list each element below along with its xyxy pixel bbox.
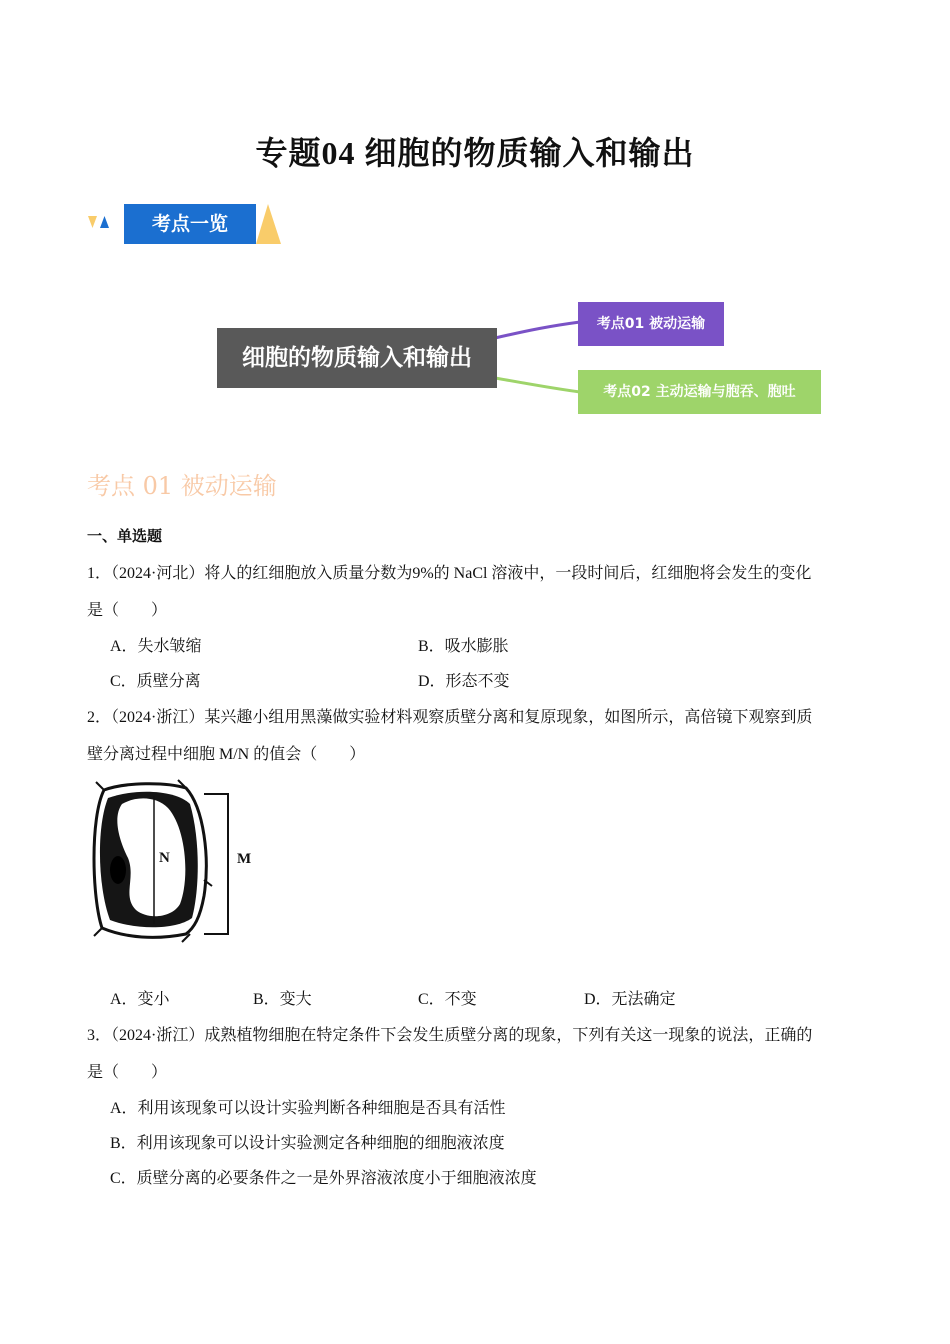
q2-option-c: C．不变	[418, 991, 477, 1008]
section-heading: 考点 01 被动运输	[87, 472, 277, 500]
q3-option-a: A．利用该现象可以设计实验判断各种细胞是否具有活性	[110, 1100, 506, 1117]
banner-accent-icon	[254, 204, 282, 246]
section-banner: 考点一览	[124, 204, 256, 244]
q3-stem-line1: 3．（2024·浙江）成熟植物细胞在特定条件下会发生质壁分离的现象，下列有关这一现象的说法，正确的	[87, 1027, 813, 1044]
figure-label-m: M	[237, 851, 252, 867]
q2-stem-line1: 2．（2024·浙江）某兴趣小组用黑藻做实验材料观察质壁分离和复原现象，如图所示，高倍镜下观察到质	[87, 709, 813, 726]
q3-option-c: C．质壁分离的必要条件之一是外界溶液浓度小于细胞液浓度	[110, 1170, 537, 1187]
mindmap-node-passive-transport: 考点01 被动运输	[578, 302, 724, 346]
q1-stem-line1: 1．（2024·河北）将人的红细胞放入质量分数为9%的 NaCl 溶液中，一段时间后，红细胞将会发生的变化	[87, 565, 812, 582]
q2-option-b: B．变大	[253, 991, 312, 1008]
mindmap-connectors	[490, 300, 590, 420]
figure-label-n: N	[159, 850, 170, 866]
q1-option-d: D．形态不变	[418, 673, 510, 690]
question-type-label: 一、单选题	[87, 529, 163, 545]
q2-option-d: D．无法确定	[584, 991, 676, 1008]
q2-stem-line2: 壁分离过程中细胞 M/N 的值会（ ）	[87, 746, 366, 763]
q1-option-a: A．失水皱缩	[110, 638, 202, 655]
page-title: 专题04 细胞的物质输入和输出	[255, 135, 695, 171]
q1-stem-line2: 是（ ）	[87, 602, 168, 619]
q1-option-b: B．吸水膨胀	[418, 638, 509, 655]
q3-stem-line2: 是（ ）	[87, 1064, 168, 1081]
q1-option-c: C．质壁分离	[110, 673, 201, 690]
q3-option-b: B．利用该现象可以设计实验测定各种细胞的细胞液浓度	[110, 1135, 505, 1152]
q2-option-a: A．变小	[110, 991, 170, 1008]
mindmap-center-node: 细胞的物质输入和输出	[217, 328, 497, 388]
mindmap-node-active-transport: 考点02 主动运输与胞吞、胞吐	[578, 370, 821, 414]
banner-triangles-icon	[88, 214, 114, 232]
